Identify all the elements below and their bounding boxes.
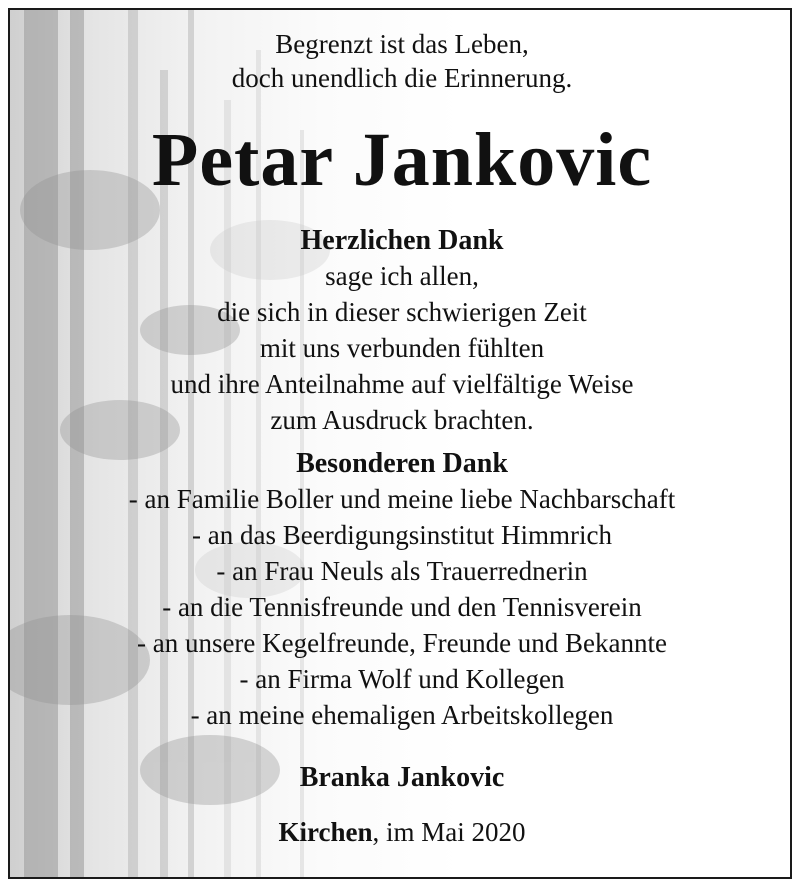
place-and-date (10, 816, 792, 848)
special-thanks-heading: Besonderen Dank (296, 448, 508, 479)
special-thanks-item: - an unsere Kegelfreunde, Freunde und Bekannte (136, 628, 668, 658)
deceased-name: Petar Jankovic (151, 118, 653, 202)
special-thanks-item: - an die Tennisfreunde und den Tennisverein (162, 592, 642, 622)
date-text: , im Mai 2020 (372, 817, 526, 847)
obituary-card (8, 8, 792, 879)
thanks-line: mit uns verbunden fühlten (259, 333, 545, 363)
motto-line-1: Begrenzt ist das Leben, (275, 29, 529, 59)
place-name: Kirchen (278, 817, 373, 847)
thanks-heading: Herzlichen Dank (300, 225, 504, 256)
special-thanks-item: - an das Beerdigungsinstitut Himmrich (192, 520, 612, 550)
motto-line-2: doch unendlich die Erinnerung. (231, 63, 573, 93)
thanks-line: sage ich allen, (325, 261, 479, 291)
thanks-line: zum Ausdruck brachten. (270, 405, 534, 435)
special-thanks-item: - an Frau Neuls als Trauerrednerin (216, 556, 588, 586)
special-thanks-item: - an meine ehemaligen Arbeitskollegen (190, 700, 614, 730)
special-thanks-item: - an Familie Boller und meine liebe Nachbarschaft (128, 484, 676, 514)
signature: Branka Jankovic (299, 762, 505, 793)
thanks-line: die sich in dieser schwierigen Zeit (217, 297, 587, 327)
thanks-line: und ihre Anteilnahme auf vielfältige Weise (170, 369, 634, 399)
special-thanks-item: - an Firma Wolf und Kollegen (239, 664, 565, 694)
